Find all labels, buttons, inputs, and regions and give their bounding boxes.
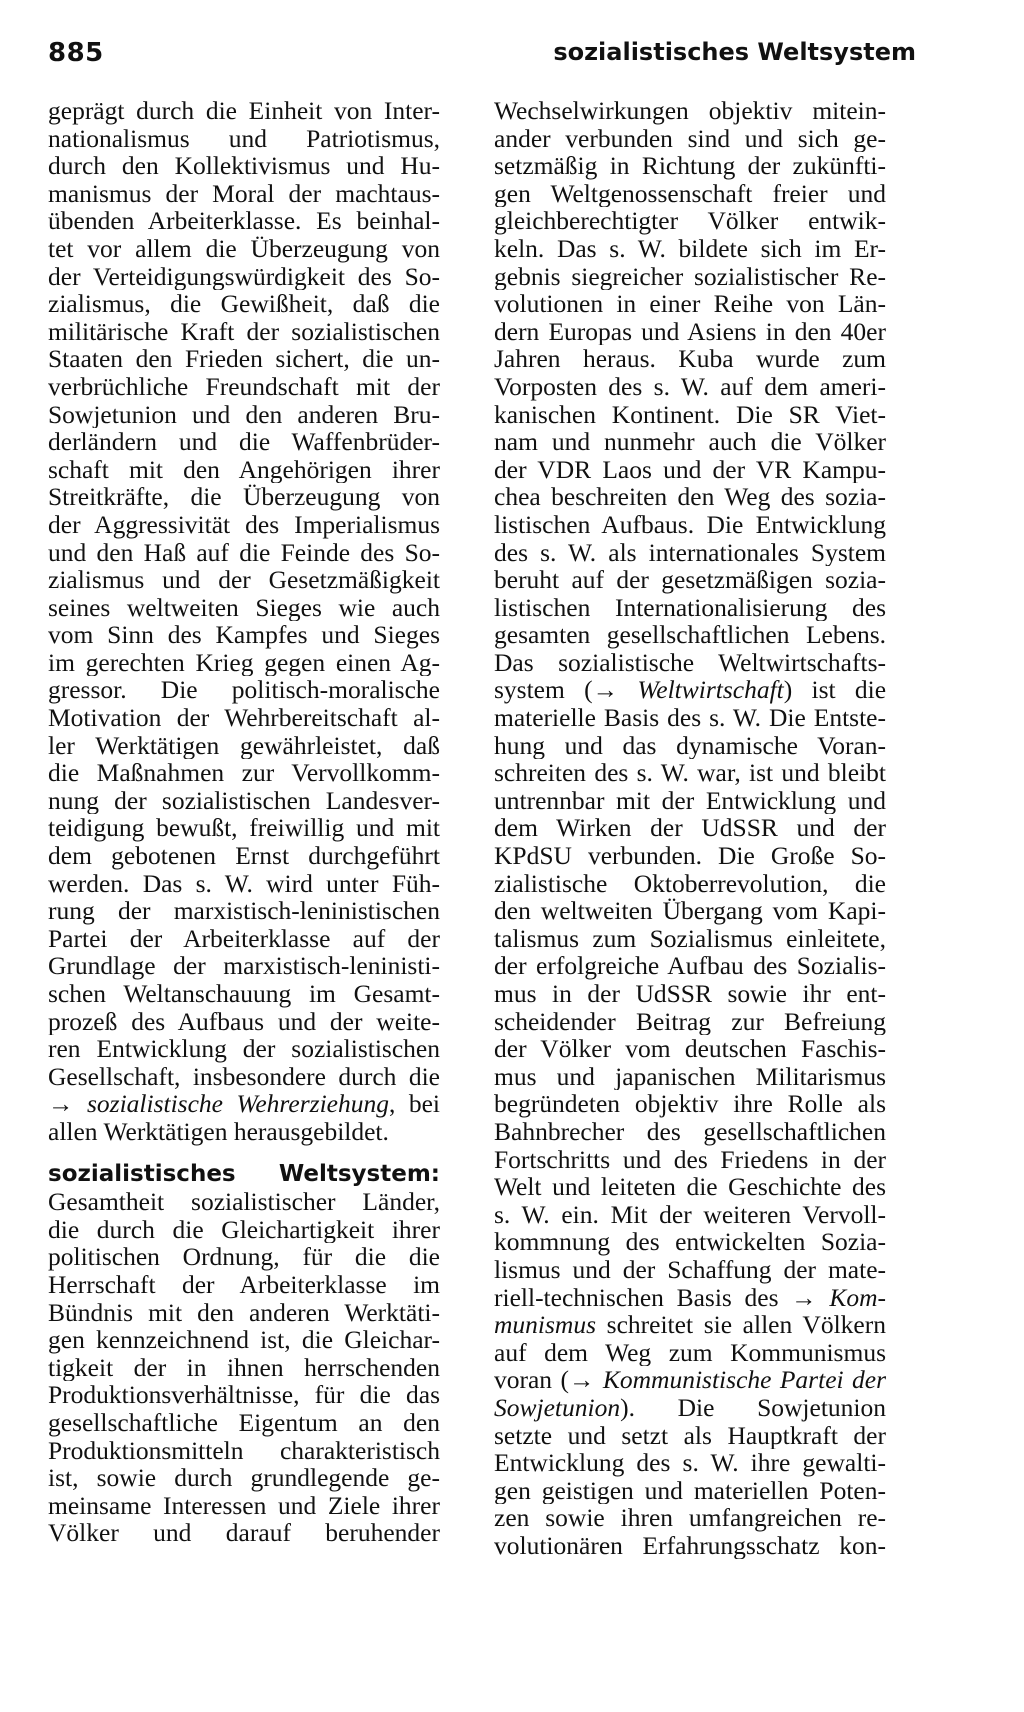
text-line: zialistische Oktoberrevolution, die: [494, 869, 886, 898]
arrow-icon: →: [592, 676, 619, 705]
arrow-icon: →: [568, 1366, 595, 1394]
text-line: setzmäßig in Richtung der zukünfti-: [494, 152, 886, 180]
text-line: nung der sozialistischen Landesver-: [48, 786, 440, 815]
left-continued-paragraph: [48, 97, 440, 1090]
text-line: durch den Kollektivismus und Hu-: [48, 152, 440, 180]
text-line: chea beschreiten den Weg des sozia-: [494, 483, 886, 511]
text-line: allen Werktätigen herausgebildet.: [48, 1117, 389, 1146]
text-line: der VDR Laos und der VR Kampu-: [494, 455, 886, 484]
text-line: listischen Internationalisierung des: [494, 593, 886, 622]
text-line: gen geistigen und materiellen Poten-: [494, 1476, 886, 1505]
page-number: 885: [48, 38, 104, 68]
text-line: Bahnbrecher des gesellschaftlichen: [494, 1117, 886, 1146]
text-line: rung der marxistisch-leninistischen: [48, 897, 440, 925]
text-line: verbrüchliche Freundschaft mit der: [48, 372, 440, 401]
right-paragraph-part-b: [494, 704, 886, 1283]
text-line: listischen Aufbaus. Die Entwicklung: [494, 510, 886, 539]
arrow-icon: →: [48, 1090, 74, 1118]
cross-reference-link[interactable]: munismus: [494, 1311, 597, 1339]
text-line-cross-reference: riell-technischen Basis des → Kom-: [494, 1283, 886, 1312]
text-line: Jahren heraus. Kuba wurde zum: [494, 345, 886, 373]
text-line: der Verteidigungswürdigkeit des So-: [48, 262, 440, 291]
text-line: des s. W. als internationales System: [494, 538, 886, 567]
left-column: [48, 97, 440, 1547]
text-line: materielle Basis des s. W. Die Entste-: [494, 704, 886, 732]
text-line: geprägt durch die Einheit von Inter-: [48, 97, 440, 125]
text-line: meinsame Interessen und Ziele ihrer: [48, 1491, 440, 1520]
text-line: zialismus und der Gesetzmäßigkeit: [48, 566, 440, 594]
text-line: keln. Das s. W. bildete sich im Er-: [494, 234, 886, 263]
arrow-icon: →: [791, 1283, 817, 1312]
text-line: Entwicklung des s. W. ihre gewalti-: [494, 1449, 886, 1477]
text-line: ist, sowie durch grundlegende ge-: [48, 1464, 440, 1492]
text-line: tet vor allem die Überzeugung von: [48, 234, 440, 263]
text-line: gressor. Die politisch-moralische: [48, 676, 440, 705]
text-line: Fortschritts und des Friedens in der: [494, 1145, 886, 1174]
text-line: KPdSU verbunden. Die Große So-: [494, 842, 886, 870]
text-line: dem Wirken der UdSSR und der: [494, 814, 886, 843]
entry-spacer: [48, 1146, 440, 1161]
text-line: dem gebotenen Ernst durchgeführt: [48, 842, 440, 870]
text-line: werden. Das s. W. wird unter Füh-: [48, 869, 440, 898]
text-line: ander verbunden sind und sich ge-: [494, 124, 886, 153]
text-line: hung und das dynamische Voran-: [494, 731, 886, 760]
text-line: Bündnis mit den anderen Werktäti-: [48, 1298, 440, 1327]
right-column: [494, 97, 886, 1559]
text-line: gesamten gesellschaftlichen Lebens.: [494, 621, 886, 649]
text-line: Vorposten des s. W. auf dem ameri-: [494, 372, 886, 401]
text-line-cross-reference: system (→ Weltwirtschaft) ist die: [494, 676, 886, 705]
text-line: gebnis siegreicher sozialistischer Re-: [494, 262, 886, 291]
text-line: Völker und darauf beruhender: [48, 1519, 440, 1547]
text-line: dern Europas und Asiens in den 40er: [494, 317, 886, 346]
text-line: teidigung bewußt, freiwillig und mit: [48, 814, 440, 843]
text-line: Produktionsmitteln charakteristisch: [48, 1436, 440, 1465]
text-line: nam und nunmehr auch die Völker: [494, 428, 886, 456]
text-line: und den Haß auf die Feinde des So-: [48, 538, 440, 567]
running-head: sozialistisches Weltsystem: [553, 38, 916, 66]
text-line: zen sowie ihren umfangreichen re-: [494, 1504, 886, 1532]
text-line: setzte und setzt als Hauptkraft der: [494, 1421, 886, 1450]
text-line: die durch die Gleichartigkeit ihrer: [48, 1215, 440, 1244]
text-line: prozeß des Aufbaus und der weite-: [48, 1007, 440, 1036]
text-line: den weltweiten Übergang vom Kapi-: [494, 897, 886, 925]
text-line-cross-reference: → sozialistische Wehrerziehung, bei: [48, 1090, 440, 1118]
text-line: Partei der Arbeiterklasse auf der: [48, 924, 440, 953]
text-line: mus und japanischen Militarismus: [494, 1062, 886, 1091]
text-line: der Völker vom deutschen Faschis-: [494, 1035, 886, 1063]
text-line: gen Weltgenossenschaft freier und: [494, 179, 886, 208]
text-line: kanischen Kontinent. Die SR Viet-: [494, 400, 886, 429]
text-line: Streitkräfte, die Überzeugung von: [48, 483, 440, 511]
text-line: ler Werktätigen gewährleistet, daß: [48, 731, 440, 760]
text-line: Grundlage der marxistisch-leninisti-: [48, 952, 440, 980]
right-paragraph-part-a: [494, 97, 886, 676]
entry-headword: sozialistisches Weltsystem:: [48, 1160, 440, 1187]
text-line-cross-reference: voran (→ Kommunistische Partei der: [494, 1366, 886, 1394]
text-line: schaft mit den Angehörigen ihrer: [48, 455, 440, 484]
text-line: schen Weltanschauung im Gesamt-: [48, 980, 440, 1008]
entry-paragraph: [48, 1188, 440, 1547]
text-line: beruht auf der gesetzmäßigen sozia-: [494, 566, 886, 594]
text-line: der erfolgreiche Aufbau des Sozialis-: [494, 952, 886, 980]
text-line: nationalismus und Patriotismus,: [48, 124, 440, 153]
text-line: gesellschaftliche Eigentum an den: [48, 1408, 440, 1437]
text-line: untrennbar mit der Entwicklung und: [494, 786, 886, 815]
text-line: im gerechten Krieg gegen einen Ag-: [48, 648, 440, 677]
text-line: seines weltweiten Sieges wie auch: [48, 593, 440, 622]
text-line: begründeten objektiv ihre Rolle als: [494, 1090, 886, 1118]
text-line: ren Entwicklung der sozialistischen: [48, 1035, 440, 1063]
text-line: derländern und die Waffenbrüder-: [48, 428, 440, 456]
text-line-cross-reference: Sowjetunion). Die Sowjetunion: [494, 1393, 886, 1422]
text-line: manismus der Moral der machtaus-: [48, 179, 440, 208]
text-line: s. W. ein. Mit der weiteren Vervoll-: [494, 1200, 886, 1229]
text-line: übenden Arbeiterklasse. Es beinhal-: [48, 207, 440, 235]
text-line: tigkeit der in ihnen herrschenden: [48, 1353, 440, 1382]
text-line: gen kennzeichnend ist, die Gleichar-: [48, 1326, 440, 1354]
text-line: schreiten des s. W. war, ist und bleibt: [494, 759, 886, 787]
text-line: Staaten den Frieden sichert, die un-: [48, 345, 440, 373]
text-line: Sowjetunion und den anderen Bru-: [48, 400, 440, 429]
text-line: gleichberechtigter Völker entwik-: [494, 207, 886, 235]
text-line: Wechselwirkungen objektiv mitein-: [494, 97, 886, 125]
text-line: Produktionsverhältnisse, für die das: [48, 1381, 440, 1409]
text-line: Herrschaft der Arbeiterklasse im: [48, 1270, 440, 1299]
text-line: vom Sinn des Kampfes und Sieges: [48, 621, 440, 649]
text-line: lismus und der Schaffung der mate-: [494, 1255, 886, 1284]
text-line: Gesellschaft, insbesondere durch die: [48, 1062, 440, 1091]
text-line: politischen Ordnung, für die die: [48, 1243, 440, 1271]
text-line-cross-reference: munismus schreitet sie allen Völkern: [494, 1311, 886, 1339]
text-line: volutionen in einer Reihe von Län-: [494, 290, 886, 318]
cross-reference-link[interactable]: Kommunistische Partei der: [602, 1366, 886, 1394]
text-line: kommnung des entwickelten Sozia-: [494, 1228, 886, 1256]
cross-reference-link[interactable]: Sowjetunion: [494, 1393, 621, 1422]
text-line: der Aggressivität des Imperialismus: [48, 510, 440, 539]
text-line: talismus zum Sozialismus einleitete,: [494, 924, 886, 953]
text-line: zialismus, die Gewißheit, daß die: [48, 290, 440, 318]
text-line: Das sozialistische Weltwirtschafts-: [494, 648, 886, 677]
text-line: volutionären Erfahrungsschatz kon-: [494, 1531, 886, 1560]
cross-reference-link[interactable]: Kom-: [829, 1283, 886, 1312]
text-line: die Maßnahmen zur Vervollkomm-: [48, 759, 440, 787]
text-line: Gesamtheit sozialistischer Länder,: [48, 1188, 440, 1216]
text-line: scheidender Beitrag zur Befreiung: [494, 1007, 886, 1036]
text-line: militärische Kraft der sozialistischen: [48, 317, 440, 346]
cross-reference-link[interactable]: sozialistische Wehrerziehung: [86, 1090, 389, 1118]
text-line: Welt und leiteten die Geschichte des: [494, 1173, 886, 1201]
text-line: Motivation der Wehrbereitschaft al-: [48, 704, 440, 732]
text-line: mus in der UdSSR sowie ihr ent-: [494, 980, 886, 1008]
right-paragraph-part-d: [494, 1422, 886, 1560]
cross-reference-link[interactable]: Weltwirtschaft: [637, 676, 784, 705]
text-line: auf dem Weg zum Kommunismus: [494, 1338, 886, 1367]
